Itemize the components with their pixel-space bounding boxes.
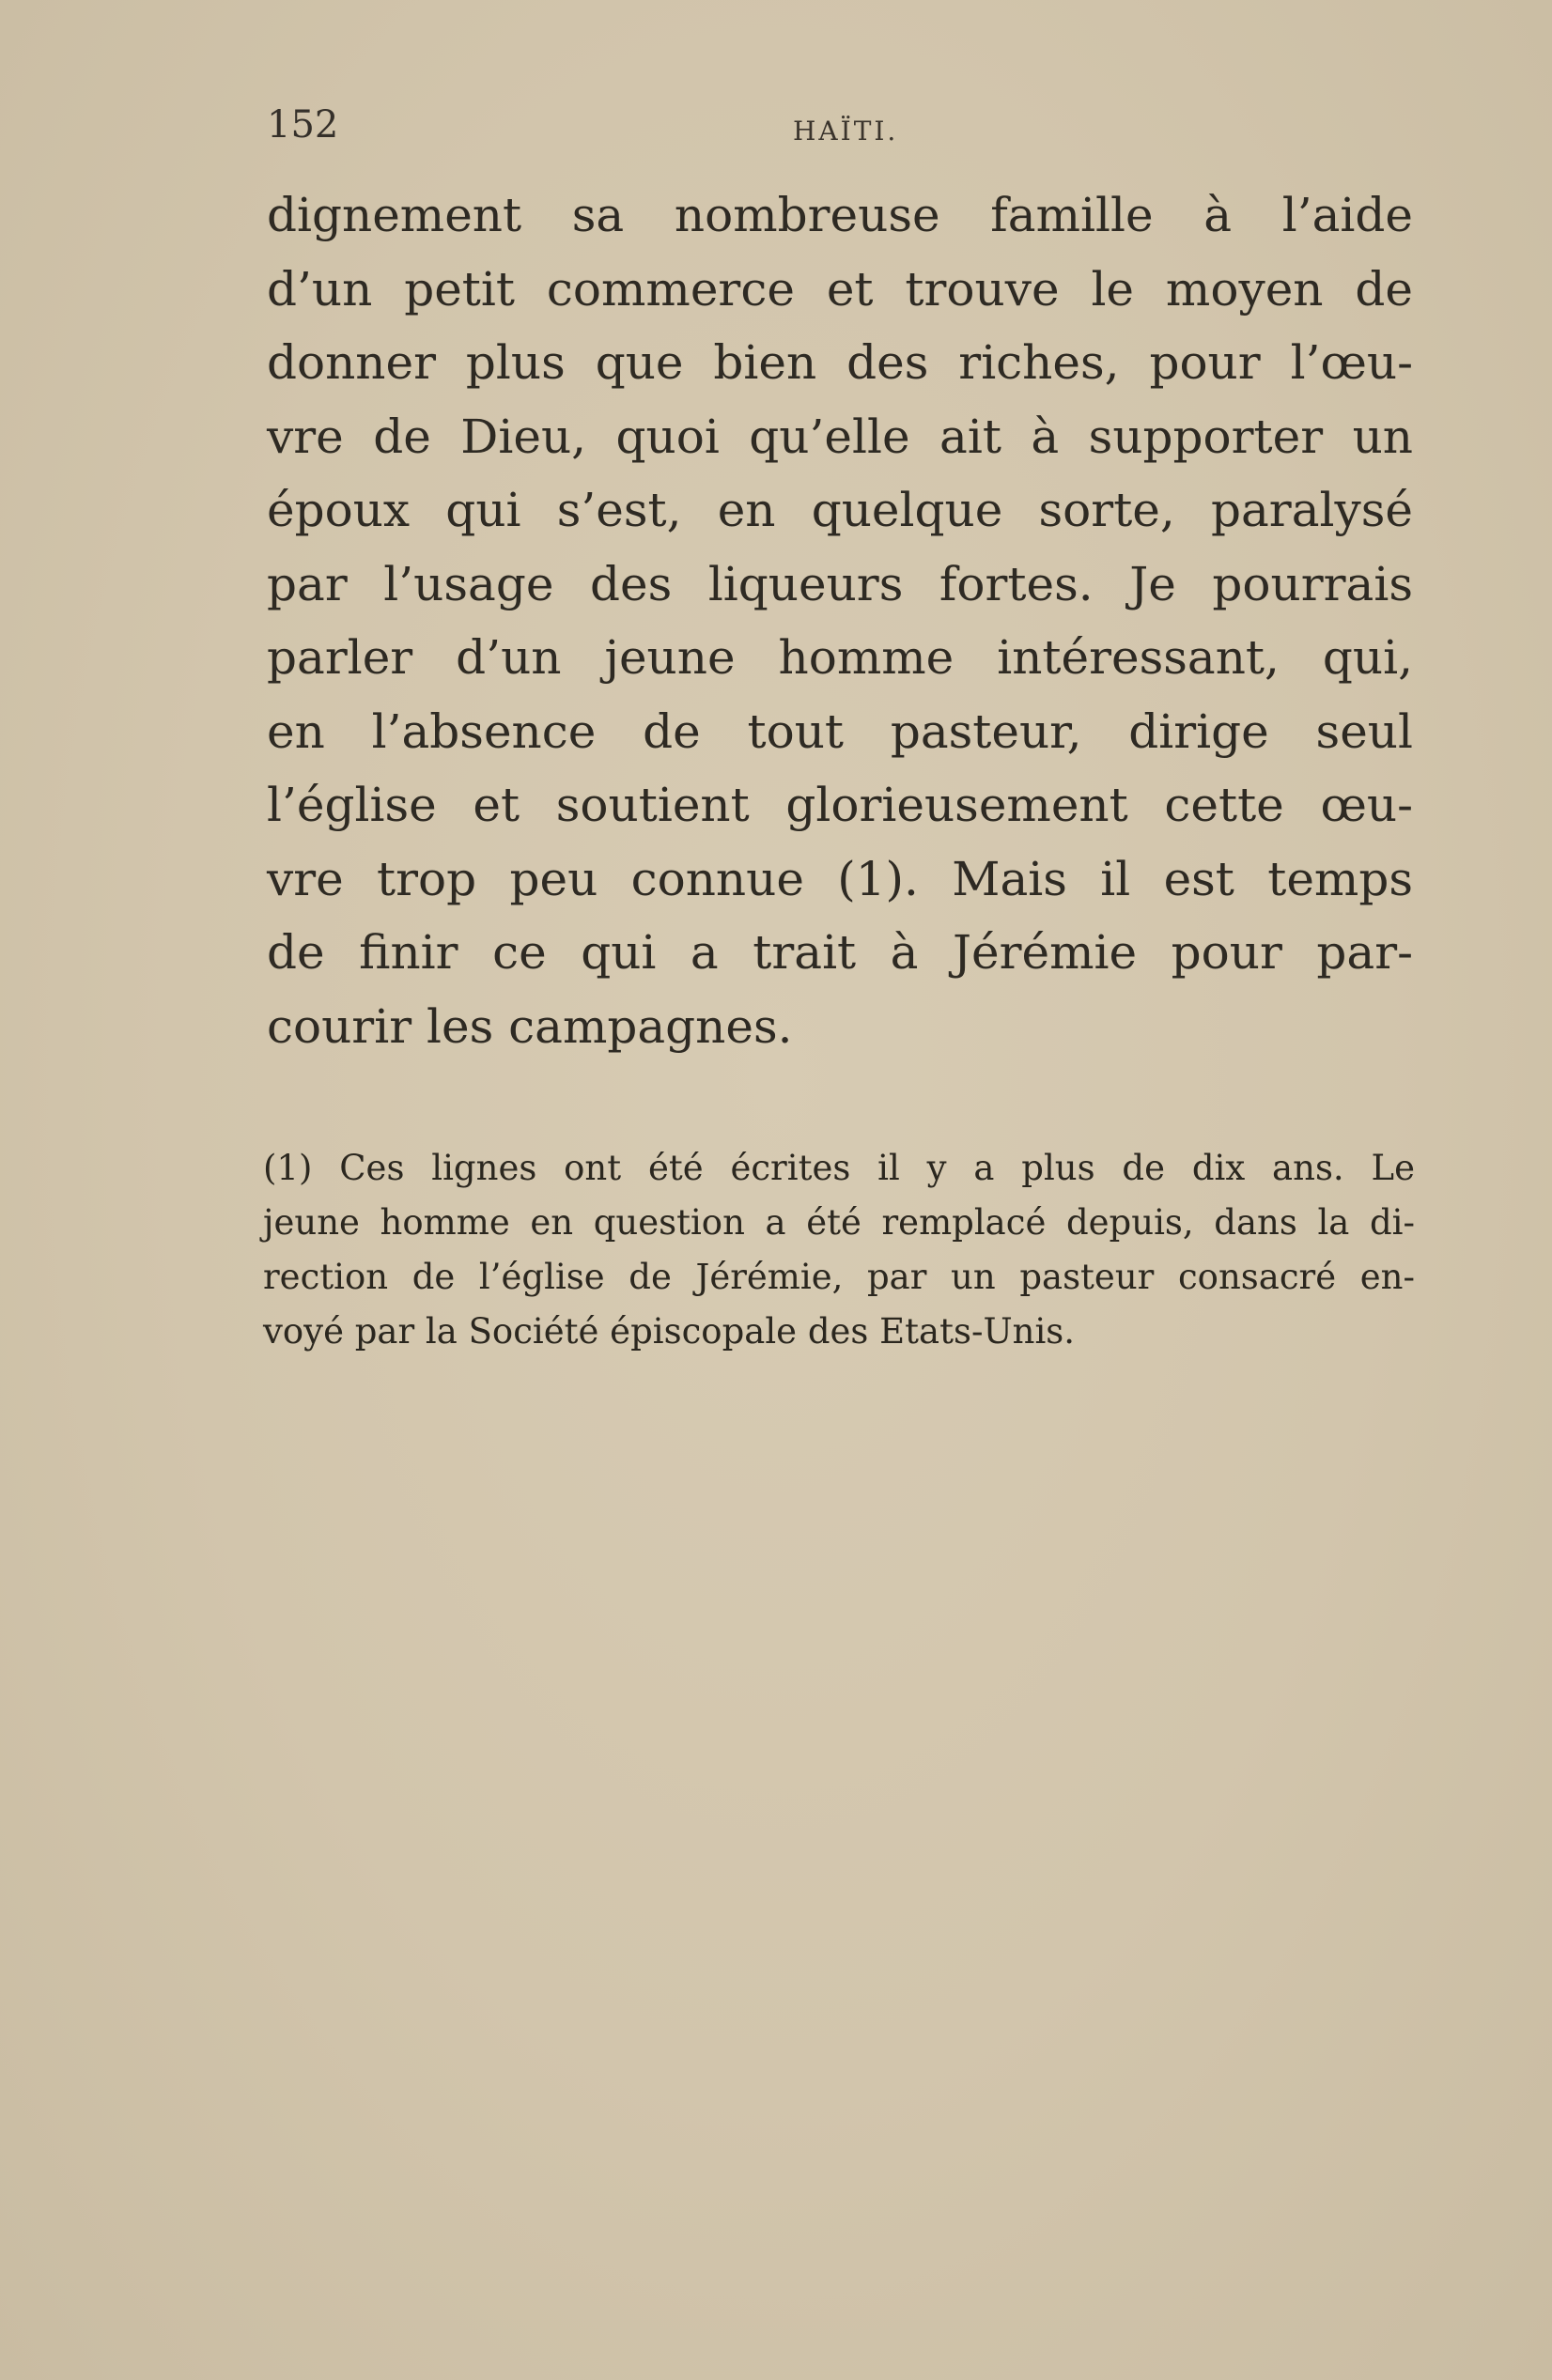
body-line: courir les campagnes. bbox=[267, 998, 793, 1054]
footnote-line: voyé par la Société épiscopale des Etats-Unis. bbox=[263, 1311, 1076, 1352]
body-line: par l’usage des liqueurs fortes. Je pourrais bbox=[267, 556, 1413, 611]
body-line: l’église et soutient glorieusement cette œu- bbox=[267, 778, 1413, 832]
body-line: dignement sa nombreuse famille à l’aide bbox=[267, 188, 1413, 242]
body-line: d’un petit commerce et trouve le moyen de bbox=[267, 261, 1413, 317]
body-line: vre trop peu connue (1). Mais il est temps bbox=[267, 851, 1413, 906]
body-text bbox=[267, 178, 1413, 1063]
page-header bbox=[267, 101, 1413, 158]
body-line: donner plus que bien des riches, pour l’œu- bbox=[267, 335, 1413, 390]
body-line: en l’absence de tout pasteur, dirige seul bbox=[267, 703, 1413, 759]
running-head: HAÏTI. bbox=[793, 116, 899, 147]
body-line: vre de Dieu, quoi qu’elle ait à supporter un bbox=[267, 409, 1413, 464]
page-number: 152 bbox=[267, 103, 339, 147]
footnote-line: rection de l’église de Jérémie, par un pasteur consacré en- bbox=[263, 1257, 1415, 1297]
body-line: parler d’un jeune homme intéressant, qui, bbox=[267, 630, 1413, 685]
footnote-line: jeune homme en question a été remplacé depuis, dans la di- bbox=[263, 1202, 1415, 1243]
footnote-line: (1) Ces lignes ont été écrites il y a plus de dix ans. Le bbox=[263, 1148, 1415, 1188]
body-line: époux qui s’est, en quelque sorte, paralysé bbox=[267, 483, 1413, 537]
body-line: de finir ce qui a trait à Jérémie pour par- bbox=[267, 925, 1413, 980]
footnote bbox=[263, 1141, 1415, 1359]
